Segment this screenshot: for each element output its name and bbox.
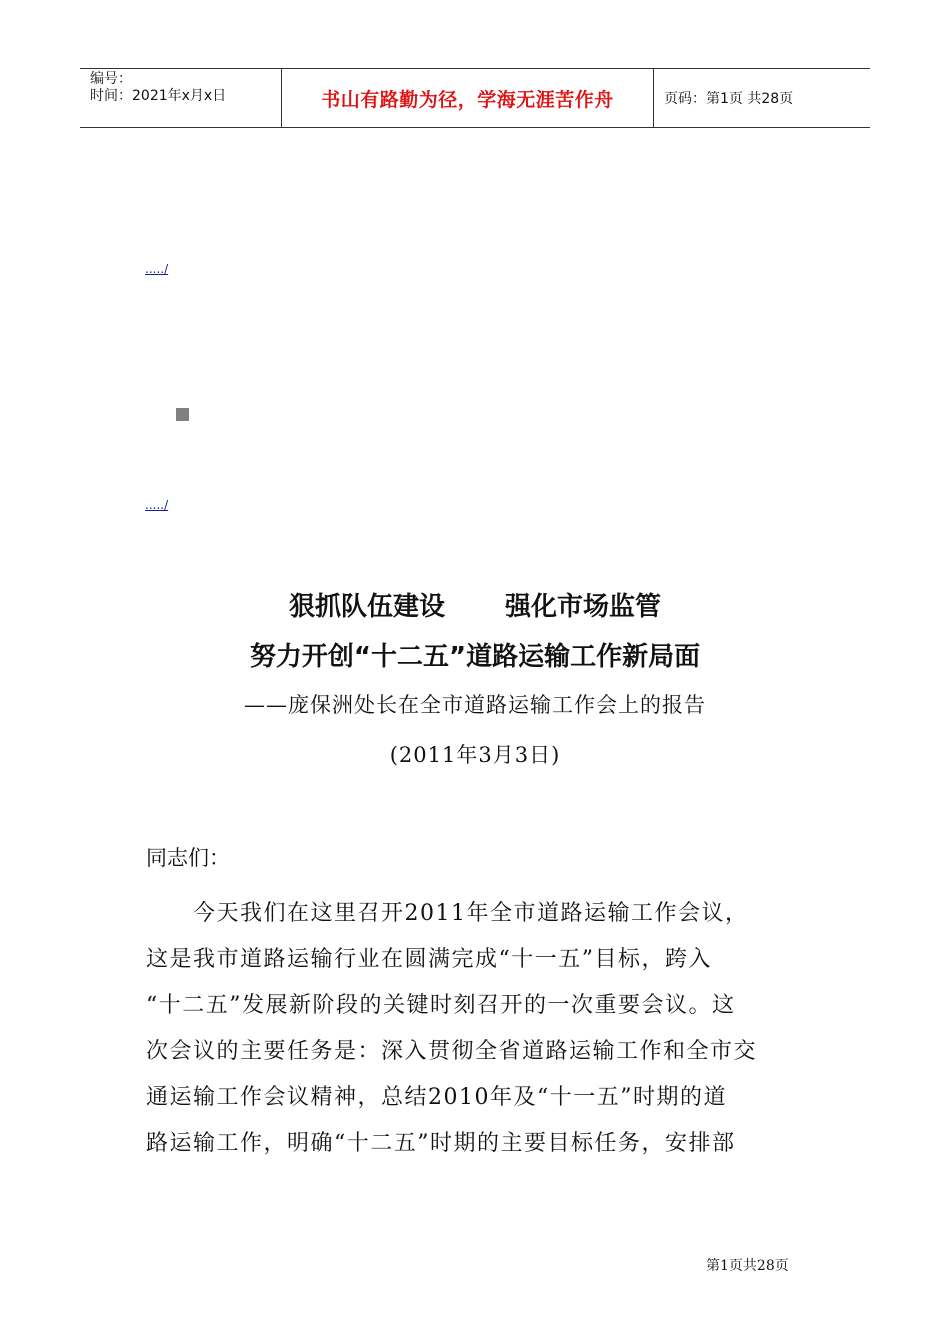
second-link[interactable]: ...../ (145, 498, 169, 512)
page-header (80, 68, 870, 128)
title-line-1 (0, 586, 950, 623)
title-part-market: 强化市场监管 (505, 592, 662, 622)
title-line-2: 努力开创“十二五”道路运输工作新局面 (249, 642, 701, 672)
header-page-info: 页码：第1页 共28页 (664, 91, 794, 107)
title-part-team: 狠抓队伍建设 (288, 592, 445, 622)
greeting: 同志们： (146, 846, 230, 870)
document-time-label: 时间：2021年x月x日 (90, 88, 227, 104)
body-line: 次会议的主要任务是：深入贯彻全省道路运输工作和全市交 (146, 1039, 758, 1064)
report-date: (2011年3月3日) (389, 743, 561, 767)
header-meta-cell (80, 69, 282, 127)
body-line: 这是我市道路运输行业在圆满完成“十一五”目标，跨入 (146, 947, 712, 972)
header-motto: 书山有路勤为径，学海无涯苦作舟 (282, 69, 654, 127)
body-line: 路运输工作，明确“十二五”时期的主要目标任务，安排部 (146, 1131, 736, 1156)
body-line: “十二五”发展新阶段的关键时刻召开的一次重要会议。这 (146, 993, 736, 1018)
document-number-label: 编号： (90, 71, 132, 87)
body-line: 通运输工作会议精神，总结2010年及“十一五”时期的道 (146, 1085, 727, 1110)
top-link[interactable]: ...../ (145, 262, 169, 276)
square-bullet-icon (176, 408, 189, 421)
page-footer: 第1页共28页 (706, 1258, 789, 1274)
body-line: 今天我们在这里召开2011年全市道路运输工作会议， (146, 901, 749, 926)
report-subtitle: ——庞保洲处长在全市道路运输工作会上的报告 (244, 693, 706, 717)
